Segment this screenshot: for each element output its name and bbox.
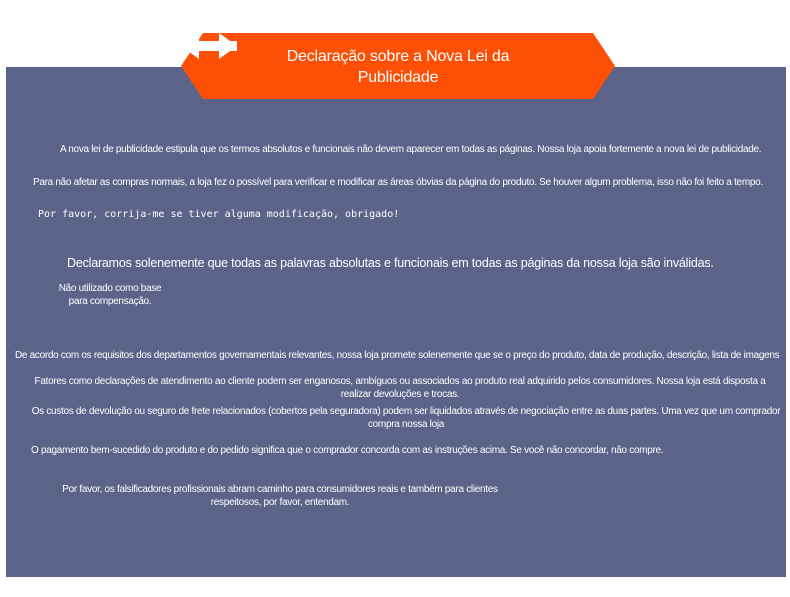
paragraph-returns-exchanges: Fatores como declarações de atendimento ao cliente podem ser enganosos, ambíguos ou associados ao produto real adquirido pelos consumidores. Nossa loja está disposta a realizar devoluções e trocas. bbox=[34, 376, 766, 400]
paragraph-solemn-declaration: Declaramos solenemente que todas as palavras absolutas e funcionais em todas as páginas da nossa loja são inválidas. bbox=[67, 256, 714, 270]
paragraph-government-requirements: De acordo com os requisitos dos departamentos governamentais relevantes, nossa loja promete solenemente que se o preço do produto, data de produção, descrição, lista de imagens bbox=[15, 350, 780, 361]
paragraph-payment-agreement: O pagamento bem-sucedido do produto e do pedido significa que o comprador concorda com as instruções acima. Se você não concordar, não compre. bbox=[31, 445, 664, 456]
paragraph-modifications: Para não afetar as compras normais, a loja fez o possível para verificar e modificar as áreas óbvias da página do produto. Se houver algum problema, isso não foi feito a tempo. bbox=[33, 177, 763, 188]
paragraph-no-compensation: Não utilizado como base para compensação. bbox=[58, 283, 162, 307]
banner bbox=[181, 33, 615, 99]
banner-title: Declaração sobre a Nova Lei da Publicidade bbox=[286, 48, 510, 86]
paragraph-shipping-costs: Os custos de devolução ou seguro de frete relacionados (cobertos pela seguradora) podem ser liquidados através de negociação entre as duas partes. Uma vez que um comprador compra nossa loja bbox=[31, 406, 781, 430]
paragraph-correction-request: Por favor, corrija-me se tiver alguma modificação, obrigado! bbox=[38, 209, 400, 220]
paragraph-counterfeiters: Por favor, os falsificadores profissionais abram caminho para consumidores reais e também para clientes respeitosos, por favor, entendam. bbox=[62, 484, 498, 508]
arrow-right-icon bbox=[181, 33, 237, 59]
paragraph-new-law: A nova lei de publicidade estipula que os termos absolutos e funcionais não devem aparecer em todas as páginas. Nossa loja apoia fortemente a nova lei de publicidade. bbox=[60, 144, 762, 155]
